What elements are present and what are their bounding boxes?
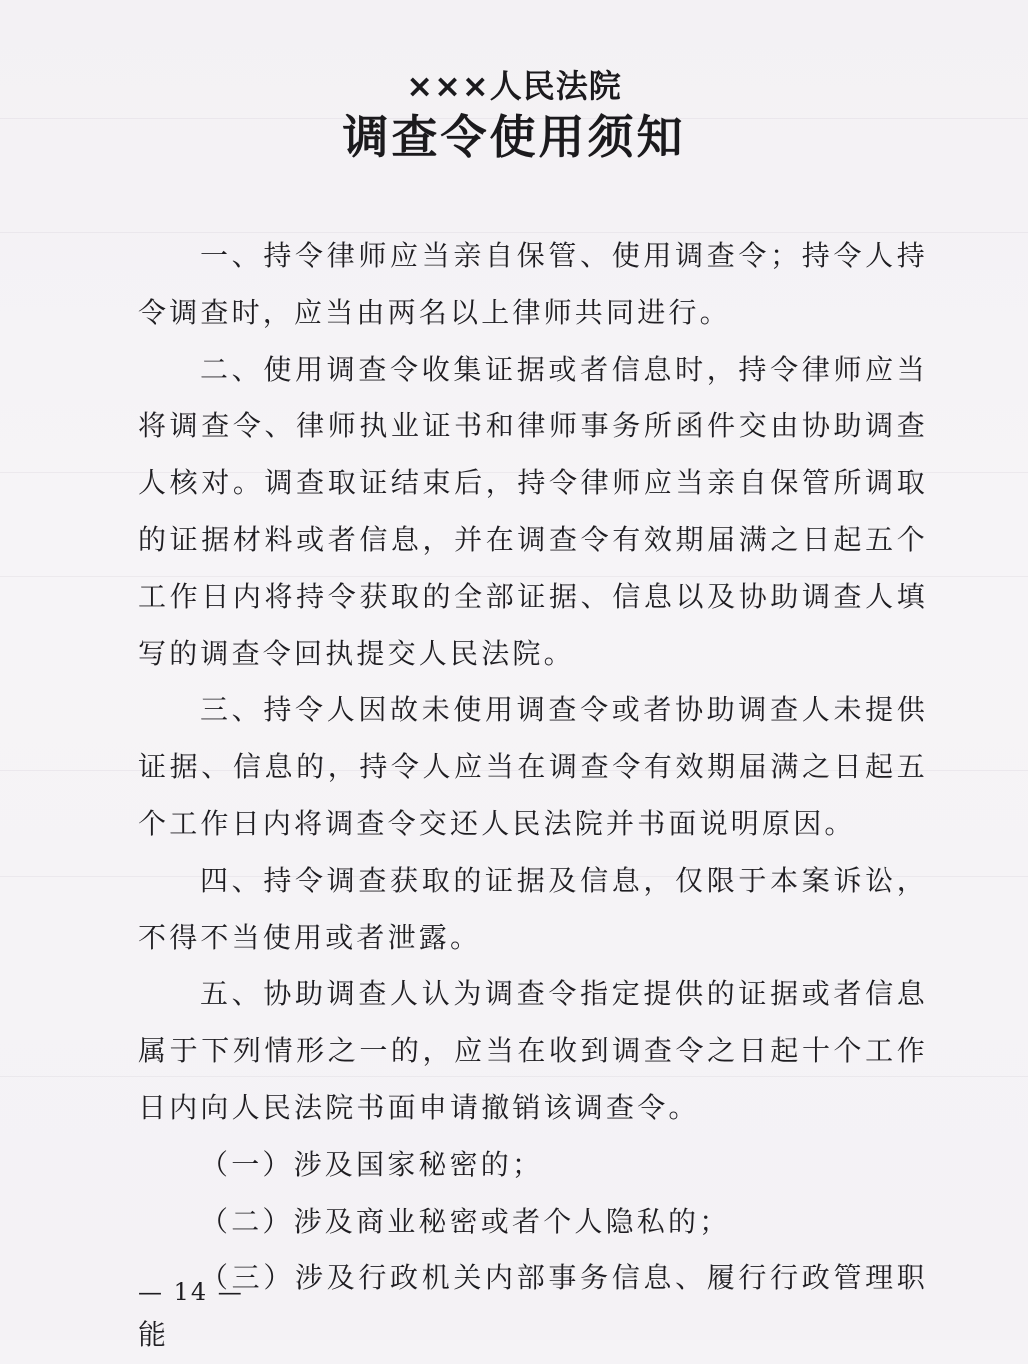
paragraph-2: 二、使用调查令收集证据或者信息时，持令律师应当将调查令、律师执业证书和律师事务所函件交由协助调查人核对。调查取证结束后，持令律师应当亲自保管所调取的证据材料或者信息，并在调查令有效期届满之日起五个工作日内将持令获取的全部证据、信息以及协助调查人填写的调查令回执提交人民法院。 <box>138 352 928 670</box>
page-number: — 14 — <box>138 1278 244 1306</box>
title-block <box>0 66 1028 166</box>
list-item-3: （三）涉及行政机关内部事务信息、履行行政管理职能 <box>138 1261 928 1352</box>
paragraph-1: 一、持令律师应当亲自保管、使用调查令；持令人持令调查时，应当由两名以上律师共同进行。 <box>138 239 928 329</box>
document-title: 调查令使用须知 <box>342 110 686 164</box>
paragraph-3: 三、持令人因故未使用调查令或者协助调查人未提供证据、信息的，持令人应当在调查令有效期届满之日起五个工作日内将调查令交还人民法院并书面说明原因。 <box>138 693 928 840</box>
court-name: ×××人民法院 <box>406 67 622 105</box>
list-item-2: （二）涉及商业秘密或者个人隐私的； <box>200 1204 731 1238</box>
list-item-1: （一）涉及国家秘密的； <box>200 1147 544 1181</box>
body-text <box>138 228 928 1364</box>
paragraph-4: 四、持令调查获取的证据及信息，仅限于本案诉讼，不得不当使用或者泄露。 <box>138 863 928 954</box>
paragraph-5: 五、协助调查人认为调查令指定提供的证据或者信息属于下列情形之一的，应当在收到调查令之日起十个工作日内向人民法院书面申请撤销该调查令。 <box>138 977 928 1124</box>
